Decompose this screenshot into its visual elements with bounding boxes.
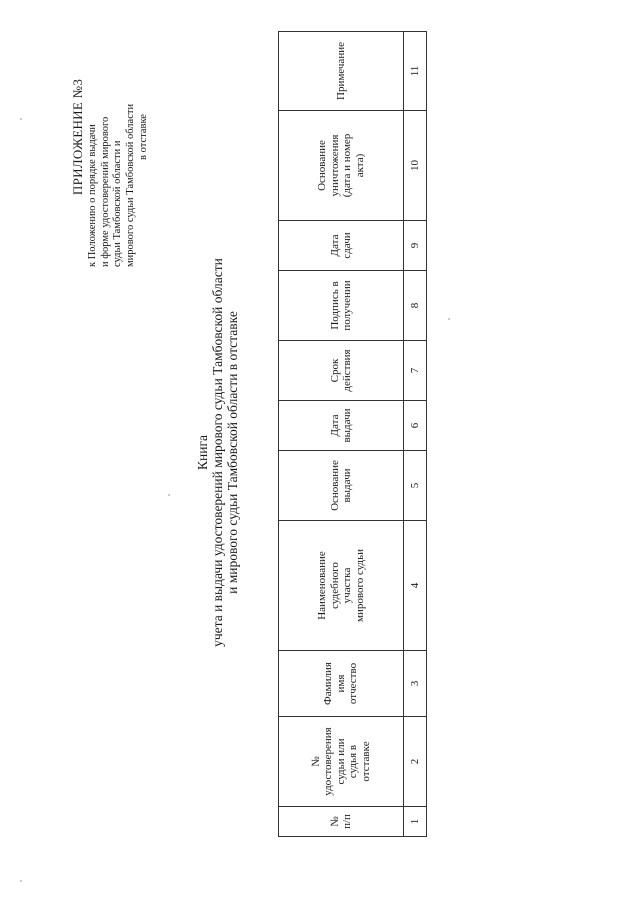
header-cell: Примечание — [279, 32, 404, 111]
header-cell: Дата выдачи — [279, 401, 404, 451]
register-table — [278, 31, 427, 837]
column-number: 4 — [404, 521, 427, 651]
appendix-line: и форме удостоверений мирового — [99, 116, 111, 267]
book-title-line2: учета и выдачи удостоверений мирового судьи Тамбовской области — [210, 258, 225, 647]
scan-speck — [20, 118, 22, 120]
header-cell: Основание выдачи — [279, 451, 404, 521]
appendix-line: мирового судьи Тамбовской области — [125, 103, 137, 267]
header-cell: Подпись в получении — [279, 271, 404, 341]
number-row — [404, 32, 427, 837]
header-cell: № п/п — [279, 807, 404, 837]
header-cell: Основание уничтожения (дата и номер акта) — [279, 111, 404, 221]
header-cell: Дата сдачи — [279, 221, 404, 271]
appendix-line: судьи Тамбовской области и — [112, 140, 124, 267]
column-number: 7 — [404, 341, 427, 401]
column-number: 11 — [404, 32, 427, 111]
column-number: 5 — [404, 451, 427, 521]
column-number: 1 — [404, 807, 427, 837]
appendix-line: в отставке — [137, 114, 149, 160]
scan-speck — [168, 494, 170, 496]
scan-speck — [20, 880, 22, 882]
header-cell: Срок действия — [279, 341, 404, 401]
scan-speck — [448, 318, 450, 320]
column-number: 6 — [404, 401, 427, 451]
column-number: 8 — [404, 271, 427, 341]
column-number: 2 — [404, 717, 427, 807]
header-row — [279, 32, 404, 837]
header-cell: № удостоверения судьи или судья в отставке — [279, 717, 404, 807]
column-number: 9 — [404, 221, 427, 271]
header-cell: Фамилия имя отчество — [279, 651, 404, 717]
column-number: 3 — [404, 651, 427, 717]
book-title-line1: Книга — [195, 435, 210, 470]
book-title — [195, 0, 240, 905]
appendix-heading: ПРИЛОЖЕНИЕ №3 — [70, 78, 85, 196]
book-title-line3: и мирового судьи Тамбовской области в отставке — [225, 311, 240, 594]
appendix-block — [72, 7, 151, 267]
header-cell: Наименование судебного участка мирового судьи — [279, 521, 404, 651]
column-number: 10 — [404, 111, 427, 221]
appendix-line: к Положению о порядке выдачи — [86, 124, 98, 267]
